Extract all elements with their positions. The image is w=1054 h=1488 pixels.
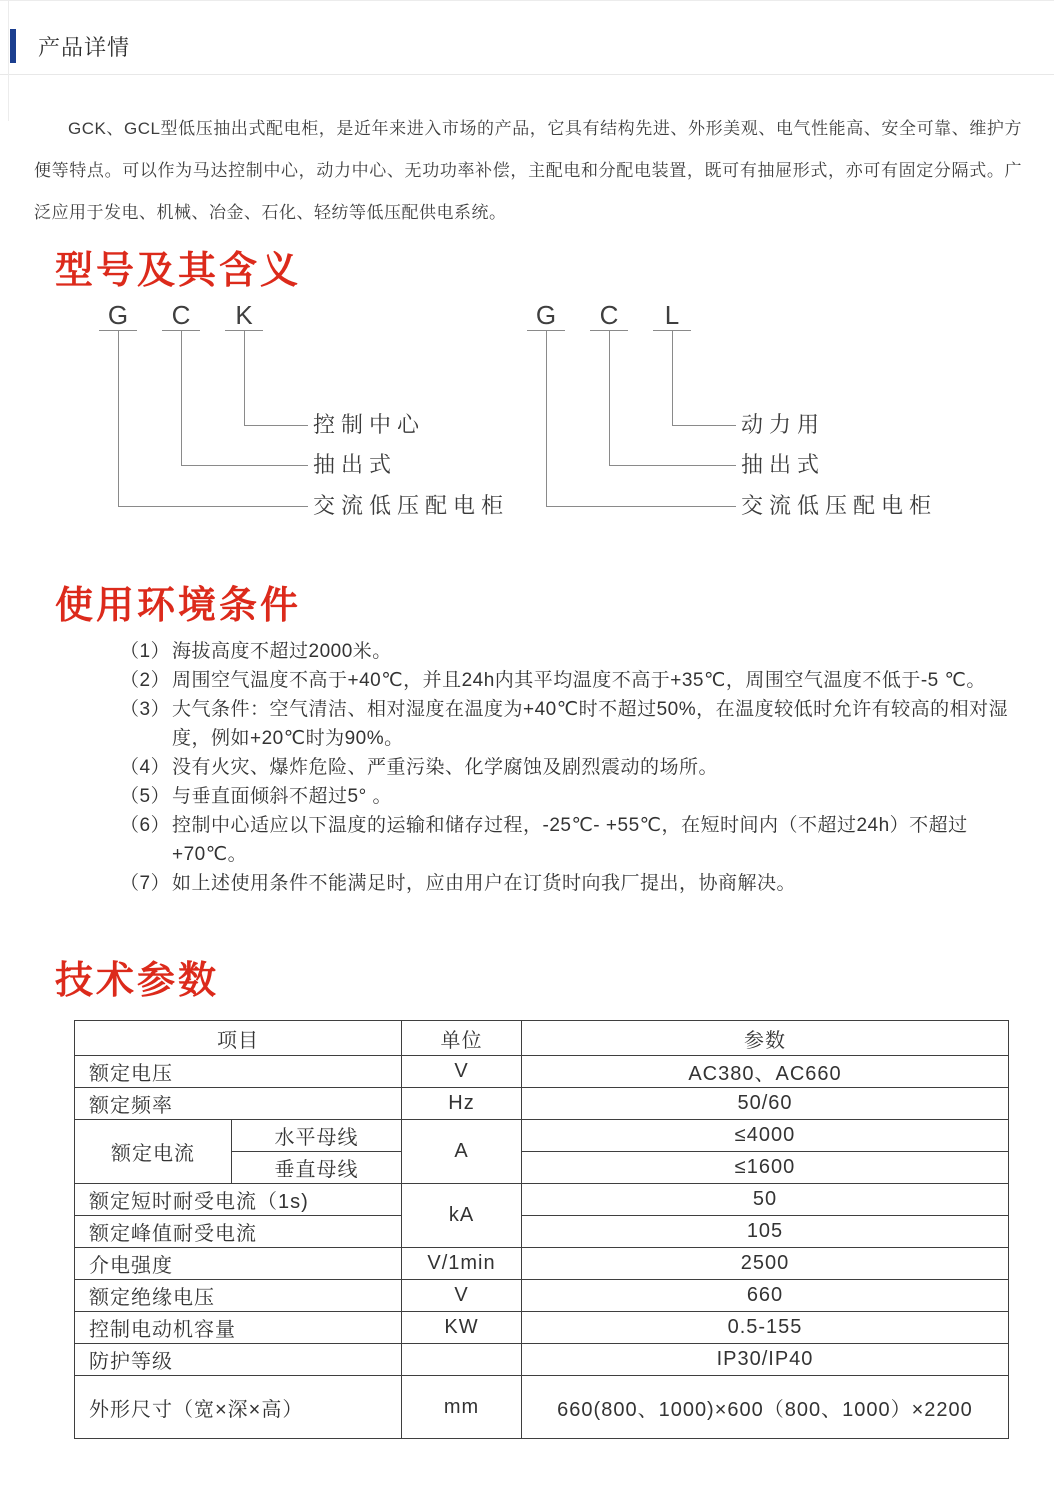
list-item [120, 869, 1025, 898]
model-letter: L [664, 300, 680, 330]
cell-item: 额定频率 [75, 1088, 402, 1120]
cell-unit: V [402, 1056, 522, 1088]
table-row-motor-capacity [75, 1312, 1009, 1344]
model-label: 交流低压配电柜 [741, 493, 938, 518]
header-divider [0, 74, 1054, 75]
cell-unit: V/1min [402, 1248, 522, 1280]
environment-list [120, 637, 1025, 898]
page-header [10, 1, 1054, 63]
model-label: 交流低压配电柜 [313, 493, 510, 518]
list-item-text: 周围空气温度不高于+40℃，并且24h内其平均温度不高于+35℃，周围空气温度不低于-5 ℃。 [172, 670, 986, 691]
list-item [120, 695, 1025, 753]
model-letter: K [235, 300, 253, 330]
table-row-voltage [75, 1056, 1009, 1088]
cell-param: 50/60 [522, 1088, 1009, 1120]
model-diagram-gcl [518, 300, 988, 540]
list-item [120, 666, 1025, 695]
cell-param: 2500 [522, 1248, 1009, 1280]
list-item [120, 753, 1025, 782]
cell-item: 额定电压 [75, 1056, 402, 1088]
table-row-frequency [75, 1088, 1009, 1120]
intro-paragraph: GCK、GCL型低压抽出式配电柜，是近年来进入市场的产品，它具有结构先进、外形美观、电气性能高、安全可靠、维护方便等特点。可以作为马达控制中心，动力中心、无功功率补偿，主配电和分配电装置，既可有抽屉形式，亦可有固定分隔式。广泛应用于发电、机械、冶金、石化、轻纺等低压配供电系统。 [34, 119, 1022, 222]
cell-item: 额定绝缘电压 [75, 1280, 402, 1312]
title-accent-bar [10, 29, 16, 63]
table-row-current-horizontal [75, 1120, 1009, 1152]
table-header-param: 参数 [522, 1021, 1009, 1056]
section-title-model: 型号及其含义 [55, 250, 302, 292]
list-item-marker: （6） [120, 815, 171, 836]
cell-unit: mm [402, 1376, 522, 1439]
connector-line [244, 331, 308, 426]
model-label: 抽出式 [741, 452, 826, 477]
cell-item: 额定峰值耐受电流 [75, 1216, 402, 1248]
list-item-marker: （7） [120, 873, 171, 894]
cell-param: 50 [522, 1184, 1009, 1216]
list-item-text: 控制中心适应以下温度的运输和储存过程，-25℃- +55℃，在短时间内（不超过24h）不超过+70℃。 [172, 815, 968, 865]
list-item-text: 没有火灾、爆炸危险、严重污染、化学腐蚀及剧烈震动的场所。 [172, 757, 719, 778]
cell-param: 660 [522, 1280, 1009, 1312]
cell-item: 外形尺寸（宽×深×高） [75, 1376, 402, 1439]
cell-param: ≤1600 [522, 1152, 1009, 1184]
cell-item: 介电强度 [75, 1248, 402, 1280]
cell-param: ≤4000 [522, 1120, 1009, 1152]
cell-subitem: 垂直母线 [232, 1152, 402, 1184]
model-letter: C [599, 300, 619, 330]
cell-subitem: 水平母线 [232, 1120, 402, 1152]
list-item-marker: （2） [120, 670, 171, 691]
model-letter: G [535, 300, 557, 330]
cell-unit: KW [402, 1312, 522, 1344]
cell-param: AC380、AC660 [522, 1056, 1009, 1088]
cell-item: 控制电动机容量 [75, 1312, 402, 1344]
table-row-protection [75, 1344, 1009, 1376]
table-header-unit: 单位 [402, 1021, 522, 1056]
model-label: 抽出式 [313, 452, 398, 477]
cell-item: 防护等级 [75, 1344, 402, 1376]
table-row-insulation [75, 1280, 1009, 1312]
list-item-marker: （3） [120, 699, 171, 720]
model-diagram-gck [90, 300, 560, 540]
table-row-dimensions [75, 1376, 1009, 1439]
section-title-environment: 使用环境条件 [55, 585, 302, 627]
list-item-text: 如上述使用条件不能满足时，应由用户在订货时向我厂提出，协商解决。 [172, 873, 797, 894]
model-label: 控制中心 [313, 412, 426, 437]
list-item-text: 与垂直面倾斜不超过5° 。 [172, 786, 392, 807]
cell-param: IP30/IP40 [522, 1344, 1009, 1376]
list-item-text: 海拔高度不超过2000米。 [172, 641, 392, 662]
model-label: 动力用 [741, 412, 826, 437]
section-title-tech: 技术参数 [55, 960, 220, 1002]
table-row-dielectric [75, 1248, 1009, 1280]
list-item-marker: （1） [120, 641, 171, 662]
list-item-text: 大气条件：空气清洁、相对湿度在温度为+40℃时不超过50%，在温度较低时允许有较高的相对湿度，例如+20℃时为90%。 [172, 699, 1009, 749]
table-header-row [75, 1021, 1009, 1056]
cell-unit: V [402, 1280, 522, 1312]
cell-param: 0.5-155 [522, 1312, 1009, 1344]
tech-parameters-table [74, 1020, 1009, 1439]
model-letter: C [171, 300, 191, 330]
table-row-short-time-current [75, 1184, 1009, 1216]
table-header-item: 项目 [75, 1021, 402, 1056]
cell-item: 额定短时耐受电流（1s) [75, 1184, 402, 1216]
list-item-marker: （5） [120, 786, 171, 807]
cell-param: 660(800、1000)×600（800、1000）×2200 [522, 1376, 1009, 1439]
cell-item: 额定电流 [75, 1120, 232, 1184]
cell-unit: kA [402, 1184, 522, 1248]
card-left-edge [8, 1, 9, 121]
list-item [120, 811, 1025, 869]
cell-unit [402, 1344, 522, 1376]
connector-line [672, 331, 736, 426]
cell-unit: A [402, 1120, 522, 1184]
cell-unit: Hz [402, 1088, 522, 1120]
cell-param: 105 [522, 1216, 1009, 1248]
list-item [120, 637, 1025, 666]
page-title: 产品详情 [38, 34, 131, 60]
table-row-peak-current [75, 1216, 1009, 1248]
model-letter: G [107, 300, 129, 330]
model-diagram [0, 300, 1054, 540]
list-item-marker: （4） [120, 757, 171, 778]
list-item [120, 782, 1025, 811]
